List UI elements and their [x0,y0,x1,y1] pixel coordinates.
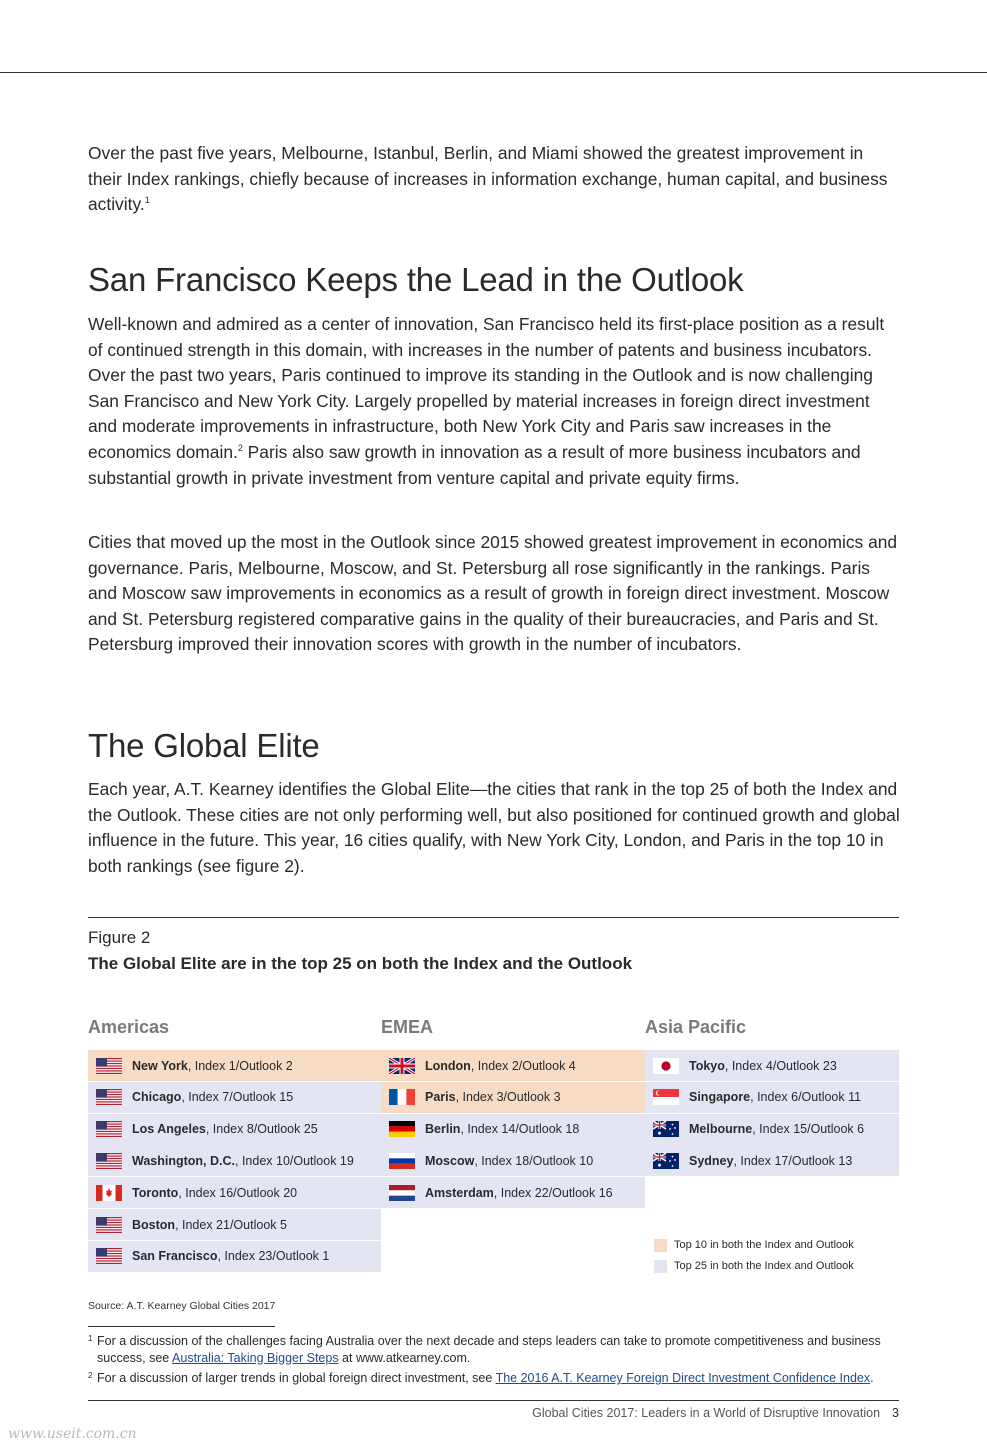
region-heading-americas: Americas [88,1017,170,1037]
city-rank-detail: , Index 21/Outlook 5 [175,1217,287,1232]
figure-label: Figure 2 [88,928,151,947]
watermark: www.useit.com.cn [8,1426,137,1442]
city-row-new-york [88,1050,381,1081]
footer-title: Global Cities 2017: Leaders in a World of Disruptive Innovation [532,1406,881,1420]
page-footer [532,1406,899,1420]
footnote-ref-2[interactable]: 2 [237,443,243,454]
city-rank-detail: , Index 2/Outlook 4 [470,1058,576,1073]
city-rank-detail: , Index 22/Outlook 16 [493,1185,613,1200]
australia-flag [653,1121,679,1137]
france-flag [389,1089,415,1105]
city-name: Toronto [132,1185,179,1200]
germany-flag [389,1121,415,1137]
city-row-berlin [381,1114,645,1145]
city-row-los-angeles [88,1114,381,1145]
city-rank-detail: , Index 23/Outlook 1 [217,1249,330,1264]
city-row-singapore [645,1082,899,1113]
us-flag [96,1121,122,1137]
singapore-flag [653,1089,679,1105]
city-name: San Francisco [132,1249,218,1264]
city-rank-detail: , Index 6/Outlook 11 [750,1090,862,1105]
city-name: Washington, D.C. [132,1153,235,1168]
city-name: London [425,1058,471,1073]
city-name: Berlin [425,1122,461,1137]
city-name: Paris [425,1090,456,1105]
city-rank-detail: , Index 18/Outlook 10 [474,1153,594,1168]
footnote-rule [88,1326,275,1327]
city-rank-detail: , Index 7/Outlook 15 [181,1090,294,1105]
footnote-link-australia[interactable]: Australia: Taking Bigger Steps [172,1350,339,1365]
uk-flag [389,1058,415,1074]
japan-flag [653,1058,679,1074]
city-row-sydney [645,1145,899,1176]
section-heading-outlook: San Francisco Keeps the Lead in the Outlook [88,261,744,298]
footer-rule [88,1400,899,1401]
footnote-1: 1 For a discussion of the challenges facing Australia over the next decade and steps leaders can take to promote competitiveness and business success, see Australia: Taking Bigger Steps at www.atkearney.com. [88,1334,881,1365]
us-flag [96,1217,122,1233]
city-name: Chicago [132,1090,182,1105]
outlook-paragraph-1: Well-known and admired as a center of innovation, San Francisco held its first-place position as a result of continued strength in this domain, with increases in the number of patents and business incubators. Over the past two years, Paris continued to improve its standing in the Outlook and is now challenging San Francisco and New York City. Largely propelled by material increases in foreign direct investment and moderate improvements in infrastructure, both New York City and Paris saw increases in the economics domain.$^2$ Paris also saw growth in innovation as a result of more business incubators and substantial growth in private investment from venture capital and private equity firms. [88,314,885,488]
city-row-boston [88,1209,381,1240]
city-name: Los Angeles [132,1122,206,1137]
us-flag [96,1089,122,1105]
city-rank-detail: , Index 15/Outlook 6 [752,1122,865,1137]
australia-flag [653,1153,679,1169]
city-row-san-francisco [88,1241,381,1272]
region-heading-emea: EMEA [381,1017,434,1037]
city-rank-detail: , Index 4/Outlook 23 [724,1058,837,1073]
figure-top-rule [88,917,899,918]
city-rank-detail: , Index 17/Outlook 13 [733,1153,853,1168]
legend-swatch-top10 [654,1239,667,1252]
city-rank-detail: , Index 8/Outlook 25 [205,1122,318,1137]
canada-flag [96,1185,122,1201]
global-elite-paragraph: Each year, A.T. Kearney identifies the Global Elite—the cities that rank in the top 25 of both the Index and the Outlook. These cities are not only performing well, but also positioned for continued growth and global influence in the future. This year, 16 cities qualify, with New York City, London, and Paris in the top 10 in both rankings (see figure 2). [88,779,900,876]
intro-paragraph: Over the past five years, Melbourne, Istanbul, Berlin, and Miami showed the greatest improvement in their Index rankings, chiefly because of increases in information exchange, human capital, and business activity.$^1$ [88,143,888,215]
city-name: Amsterdam [425,1185,494,1200]
figure-source: Source: A.T. Kearney Global Cities 2017 [88,1300,276,1312]
city-rank-detail: , Index 3/Outlook 3 [455,1090,561,1105]
footnote-ref-1[interactable]: 1 [144,195,150,206]
russia-flag [389,1153,415,1169]
city-rank-detail: , Index 10/Outlook 19 [235,1153,354,1168]
city-row-melbourne [645,1114,899,1145]
top-rule [0,72,987,73]
city-rank-detail: , Index 14/Outlook 18 [460,1122,580,1137]
city-row-chicago [88,1082,381,1113]
city-name: Tokyo [689,1058,725,1073]
city-row-amsterdam [381,1177,645,1208]
city-row-tokyo [645,1050,899,1081]
city-name: Melbourne [689,1122,753,1137]
netherlands-flag [389,1185,415,1201]
section-heading-global-elite: The Global Elite [88,727,320,764]
city-row-moscow [381,1145,645,1176]
city-name: Sydney [689,1153,734,1168]
page-number: 3 [892,1406,899,1420]
us-flag [96,1153,122,1169]
city-name: Moscow [425,1153,475,1168]
outlook-paragraph-2: Cities that moved up the most in the Outlook since 2015 showed greatest improvement in economics and governance. Paris, Melbourne, Moscow, and St. Petersburg all rose significantly in the rankings. Paris and Moscow saw improvements in economics as a result of growth in foreign direct investment. Moscow and St. Petersburg registered comparative gains in the quality of their bureaucracies, and Paris and St. Petersburg improved their innovation scores with growth in the number of incubators. [88,532,898,655]
city-name: Boston [132,1217,176,1232]
figure-title: The Global Elite are in the top 25 on both the Index and the Outlook [88,954,633,973]
footnote-link-fdi-index[interactable]: The 2016 A.T. Kearney Foreign Direct Investment Confidence Index [495,1371,871,1385]
city-row-toronto [88,1177,381,1208]
city-row-washington-d-c [88,1145,381,1176]
legend-label-top10: Top 10 in both the Index and Outlook [674,1239,854,1251]
region-heading-asia-pacific: Asia Pacific [645,1017,747,1037]
city-rank-detail: , Index 1/Outlook 2 [187,1058,293,1073]
city-row-paris [381,1082,645,1113]
legend-label-top25: Top 25 in both the Index and Outlook [674,1260,854,1272]
footnote-2: 2 For a discussion of larger trends in global foreign direct investment, see The 2016 A.T. Kearney Foreign Direct Investment Confidence Index. [88,1371,874,1385]
legend-swatch-top25 [654,1260,667,1273]
city-rank-detail: , Index 16/Outlook 20 [178,1185,298,1200]
city-name: Singapore [689,1090,751,1105]
us-flag [96,1248,122,1264]
city-row-london [381,1050,645,1081]
city-name: New York [132,1058,188,1073]
us-flag [96,1058,122,1074]
